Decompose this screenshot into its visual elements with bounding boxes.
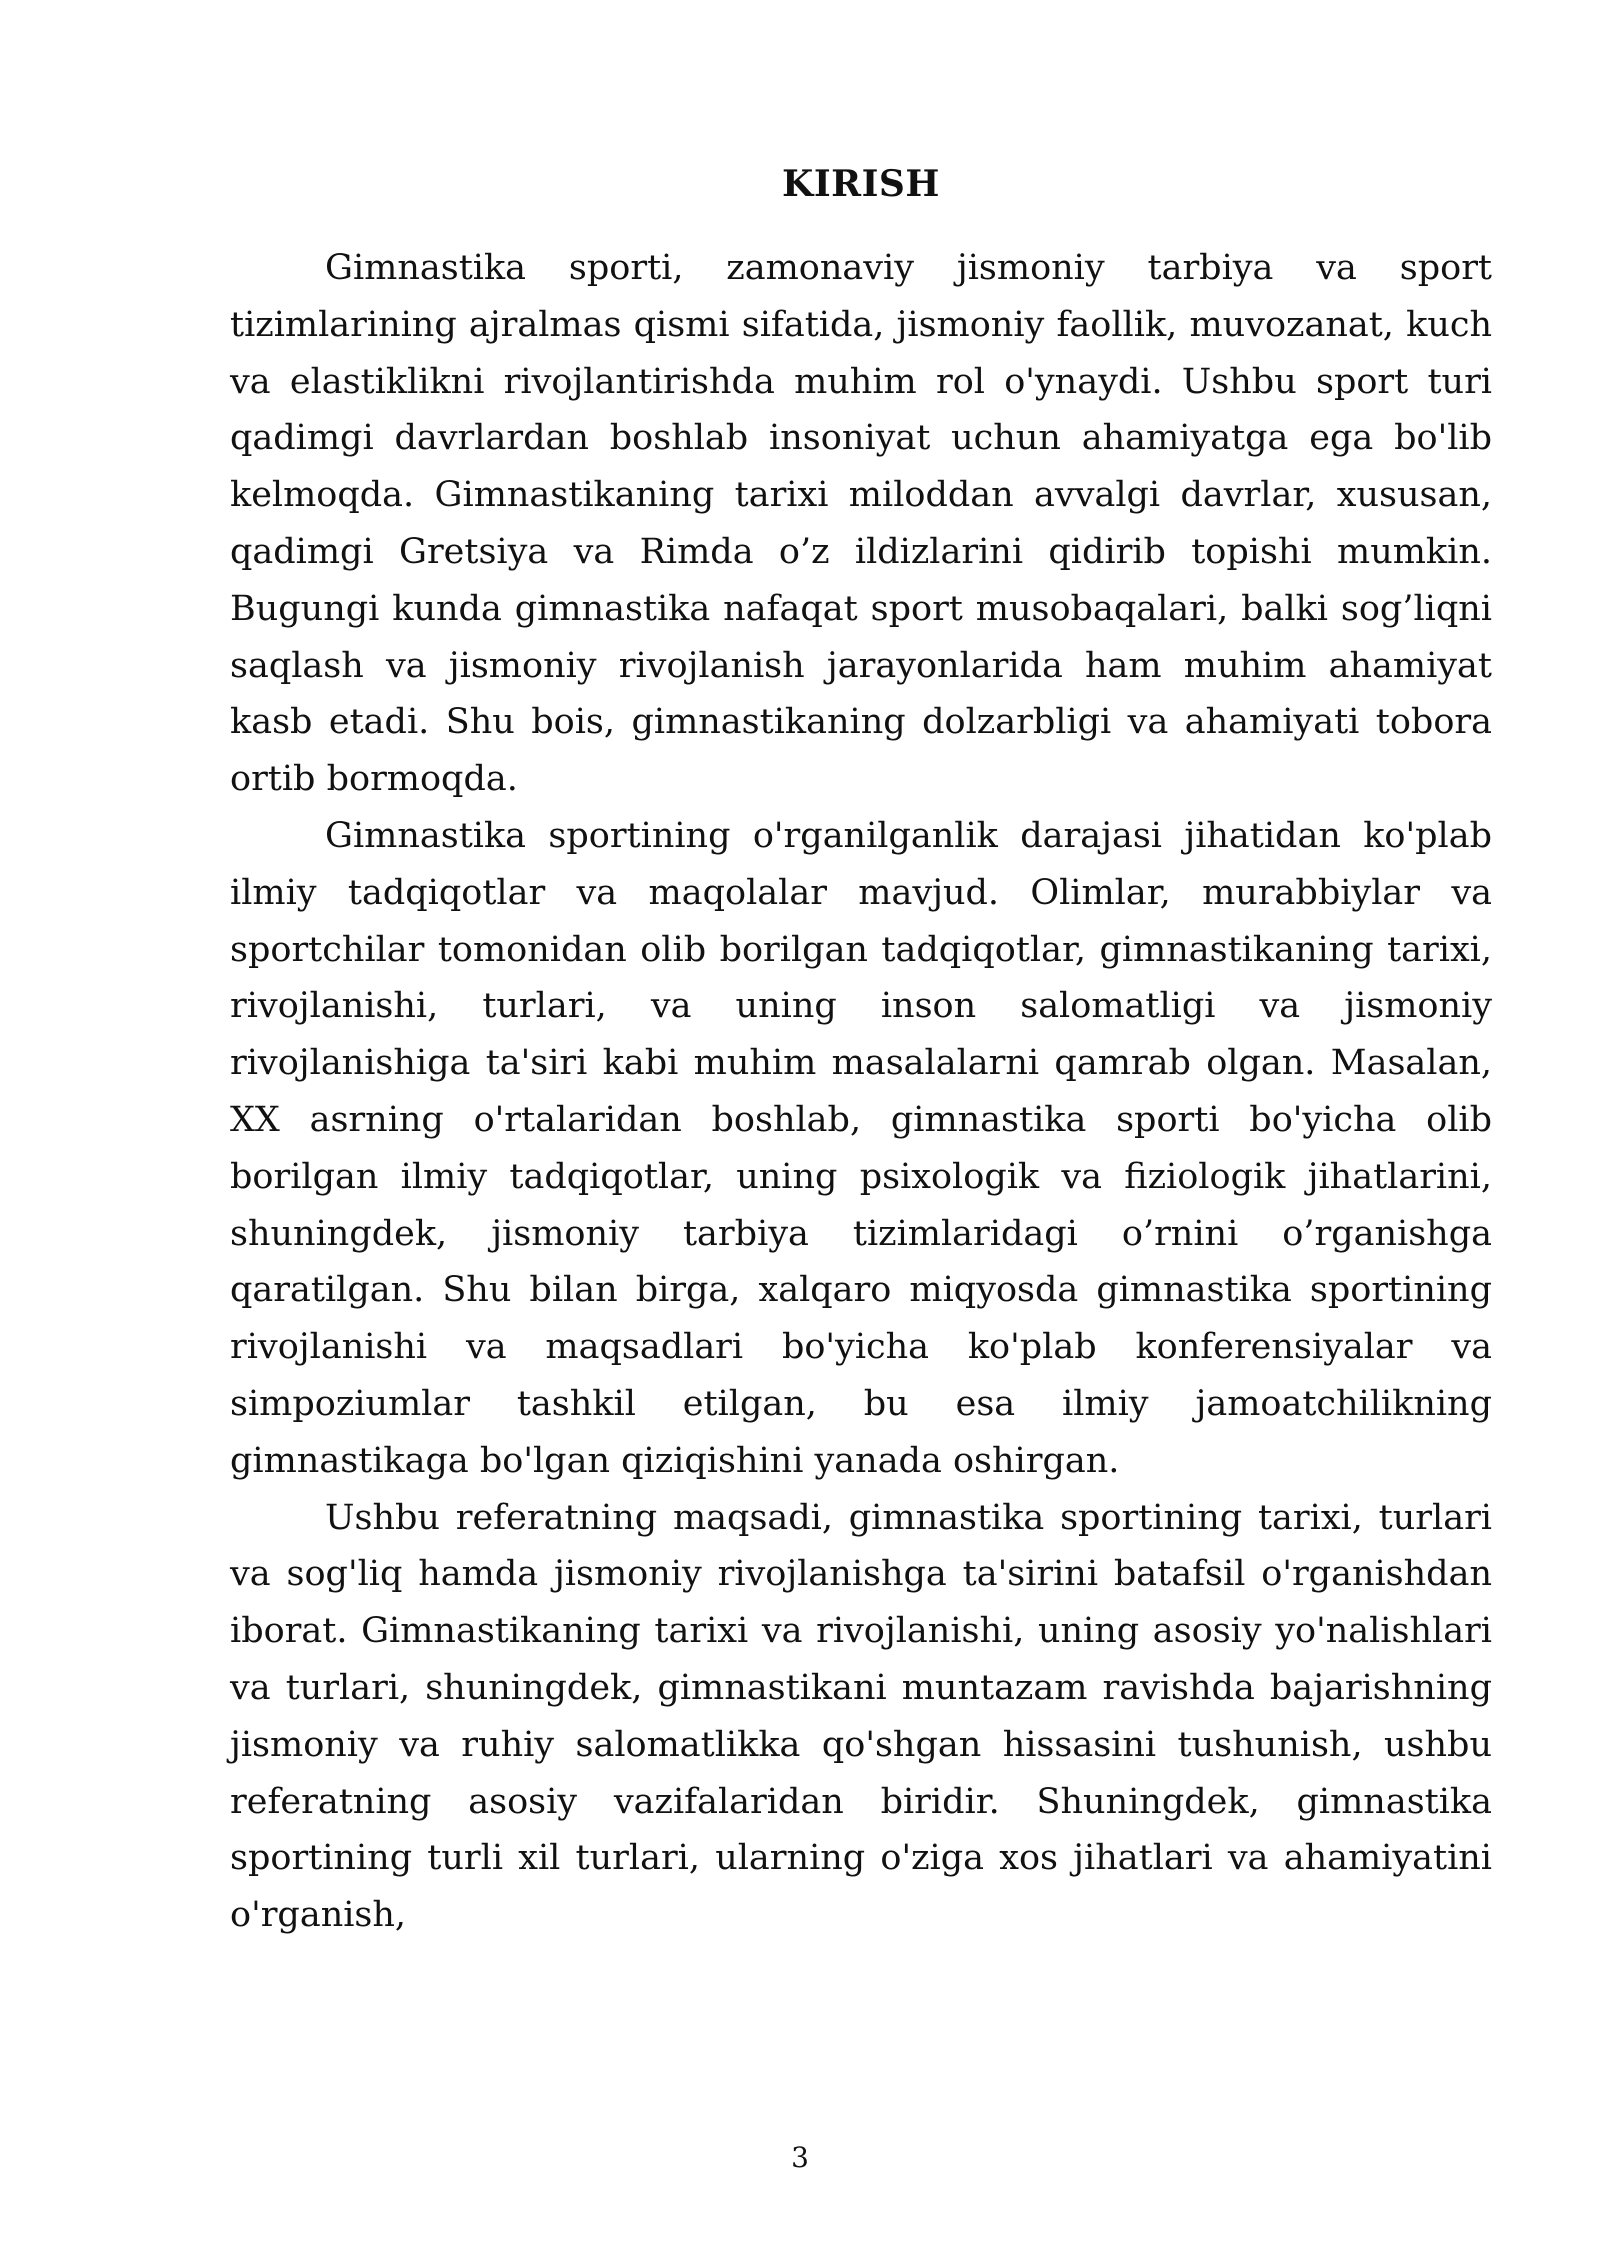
page-content (230, 150, 1492, 1944)
section-heading: KIRISH (782, 163, 940, 205)
paragraph-2: Gimnastika sportining o'rganilganlik darajasi jihatidan ko'plab ilmiy tadqiqotlar va maqolalar mavjud. Olimlar, murabbiylar va sportchilar tomonidan olib borilgan tadqiqotlar, gimnastikaning tarixi, rivojlanishi, turlari, va uning inson salomatligi va jismoniy rivojlanishiga ta'siri kabi muhim masalalarni qamrab olgan. Masalan, XX asrning o'rtalaridan boshlab, gimnastika sporti bo'yicha olib borilgan ilmiy tadqiqotlar, uning psixologik va fiziologik jihatlarini, shuningdek, jismoniy tarbiya tizimlaridagi o’rnini o’rganishga qaratilgan. Shu bilan birga, xalqaro miqyosda gimnastika sportining rivojlanishi va maqsadlari bo'yicha ko'plab konferensiyalar va simpoziumlar tashkil etilgan, bu esa ilmiy jamoatchilikning gimnastikaga bo'lgan qiziqishini yanada oshirgan. (230, 815, 1492, 1481)
paragraph-3: Ushbu referatning maqsadi, gimnastika sportining tarixi, turlari va sog'liq hamda jismoniy rivojlanishga ta'sirini batafsil o'rganishdan iborat. Gimnastikaning tarixi va rivojlanishi, uning asosiy yo'nalishlari va turlari, shuningdek, gimnastikani muntazam ravishda bajarishning jismoniy va ruhiy salomatlikka qo'shgan hissasini tushunish, ushbu referatning asosiy vazifalaridan biridir. Shuningdek, gimnastika sportining turli xil turlari, ularning o'ziga xos jihatlari va ahamiyatini o'rganish, (230, 1497, 1492, 1936)
paragraph-1: Gimnastika sporti, zamonaviy jismoniy tarbiya va sport tizimlarining ajralmas qismi sifatida, jismoniy faollik, muvozanat, kuch va elastiklikni rivojlantirishda muhim rol o'ynaydi. Ushbu sport turi qadimgi davrlardan boshlab insoniyat uchun ahamiyatga ega bo'lib kelmoqda. Gimnastikaning tarixi miloddan avvalgi davrlar, xususan, qadimgi Gretsiya va Rimda o’z ildizlarini qidirib topishi mumkin. Bugungi kunda gimnastika nafaqat sport musobaqalari, balki sog’liqni saqlash va jismoniy rivojlanish jarayonlarida ham muhim ahamiyat kasb etadi. Shu bois, gimnastikaning dolzarbligi va ahamiyati tobora ortib bormoqda. (230, 248, 1492, 800)
page-number: 3 (791, 2141, 809, 2174)
